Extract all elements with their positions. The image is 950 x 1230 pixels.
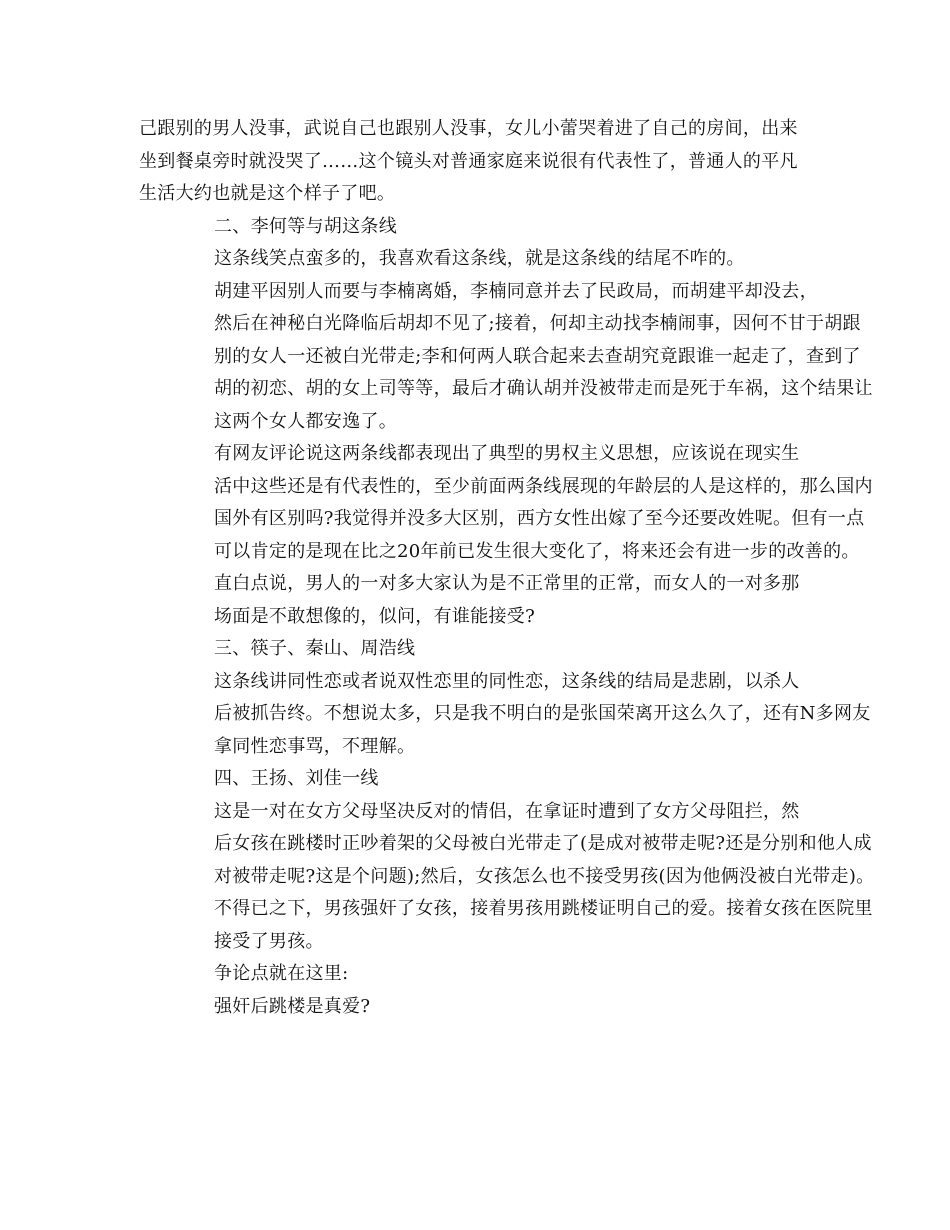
text-line: 这是一对在女方父母坚决反对的情侣，在拿证时遭到了女方父母阻拦，然 (214, 800, 800, 822)
text-line: 不得已之下，男孩强奸了女孩，接着男孩用跳楼证明自己的爱。接着女孩在医院里 (214, 898, 873, 919)
paragraph (139, 958, 814, 991)
text-line: 己跟别的男人没事，武说自己也跟别人没事，女儿小蕾哭着进了自己的房间，出来 (139, 118, 798, 139)
text-line: 对被带走呢?这是个问题);然后，女孩怎么也不接受男孩(因为他俩没被白光带走)。 (214, 865, 875, 887)
paragraph (139, 243, 814, 276)
text-line: 场面是不敢想像的，似问，有谁能接受? (214, 605, 536, 627)
text-line: 争论点就在这里: (214, 963, 349, 984)
section-heading (139, 763, 814, 796)
text-line: 别的女人一还被白光带走;李和何两人联合起来去查胡究竟跟谁一起走了，查到了 (214, 345, 861, 367)
paragraph (139, 568, 814, 633)
paragraph (139, 991, 814, 1024)
text-line: 这条线笑点蛮多的，我喜欢看这条线，就是这条线的结尾不咋的。 (214, 248, 745, 269)
text-line: 胡建平因别人而要与李楠离婚，李楠同意并去了民政局，而胡建平却没去， (214, 280, 818, 302)
paragraph (139, 666, 871, 764)
text-line: 二、李何等与胡这条线 (214, 215, 397, 237)
text-line: 生活大约也就是这个样子了吧。 (139, 183, 396, 204)
text-line: 这条线讲同性恋或者说双性恋里的同性恋，这条线的结局是悲剧，以杀人 (214, 670, 800, 692)
text-line: 国外有区别吗?我觉得并没多大区别，西方女性出嫁了至今还要改姓呢。但有一点 (214, 508, 865, 529)
text-line: 拿同性恋事骂，不理解。 (214, 735, 416, 757)
text-line: 三、筷子、秦山、周浩线 (214, 638, 416, 659)
paragraph (139, 438, 873, 568)
section-heading (139, 633, 814, 666)
text-line: 这两个女人都安逸了。 (214, 410, 397, 432)
paragraph (139, 796, 875, 959)
text-line: 接受了男孩。 (214, 930, 324, 952)
text-line: 后女孩在跳楼时正吵着架的父母被白光带走了(是成对被带走呢?还是分别和他人成 (214, 833, 872, 854)
section-heading (139, 211, 814, 244)
document-body (139, 113, 875, 1023)
text-line: 活中这些还是有代表性的，至少前面两条线展现的年龄层的人是这样的，那么国内 (214, 475, 873, 497)
text-line: 四、王扬、刘佳一线 (214, 768, 379, 789)
text-line: 有网友评论说这两条线都表现出了典型的男权主义思想，应该说在现实生 (214, 443, 800, 464)
text-line: 直白点说，男人的一对多大家认为是不正常里的正常，而女人的一对多那 (214, 573, 800, 594)
text-line: 坐到餐桌旁时就没哭了……这个镜头对普通家庭来说很有代表性了，普通人的平凡 (139, 150, 798, 172)
text-line: 胡的初恋、胡的女上司等等，最后才确认胡并没被带走而是死于车祸，这个结果让 (214, 378, 873, 399)
text-line: 可以肯定的是现在比之20年前已发生很大变化了，将来还会有进一步的改善的。 (214, 540, 860, 562)
text-line: 后被抓告终。不想说太多，只是我不明白的是张国荣离开这么久了，还有N多网友 (214, 703, 871, 724)
paragraph (139, 113, 814, 211)
paragraph (139, 276, 873, 439)
text-line: 然后在神秘白光降临后胡却不见了;接着，何却主动找李楠闹事，因何不甘于胡跟 (214, 313, 861, 334)
text-line: 强奸后跳楼是真爱? (214, 995, 371, 1017)
